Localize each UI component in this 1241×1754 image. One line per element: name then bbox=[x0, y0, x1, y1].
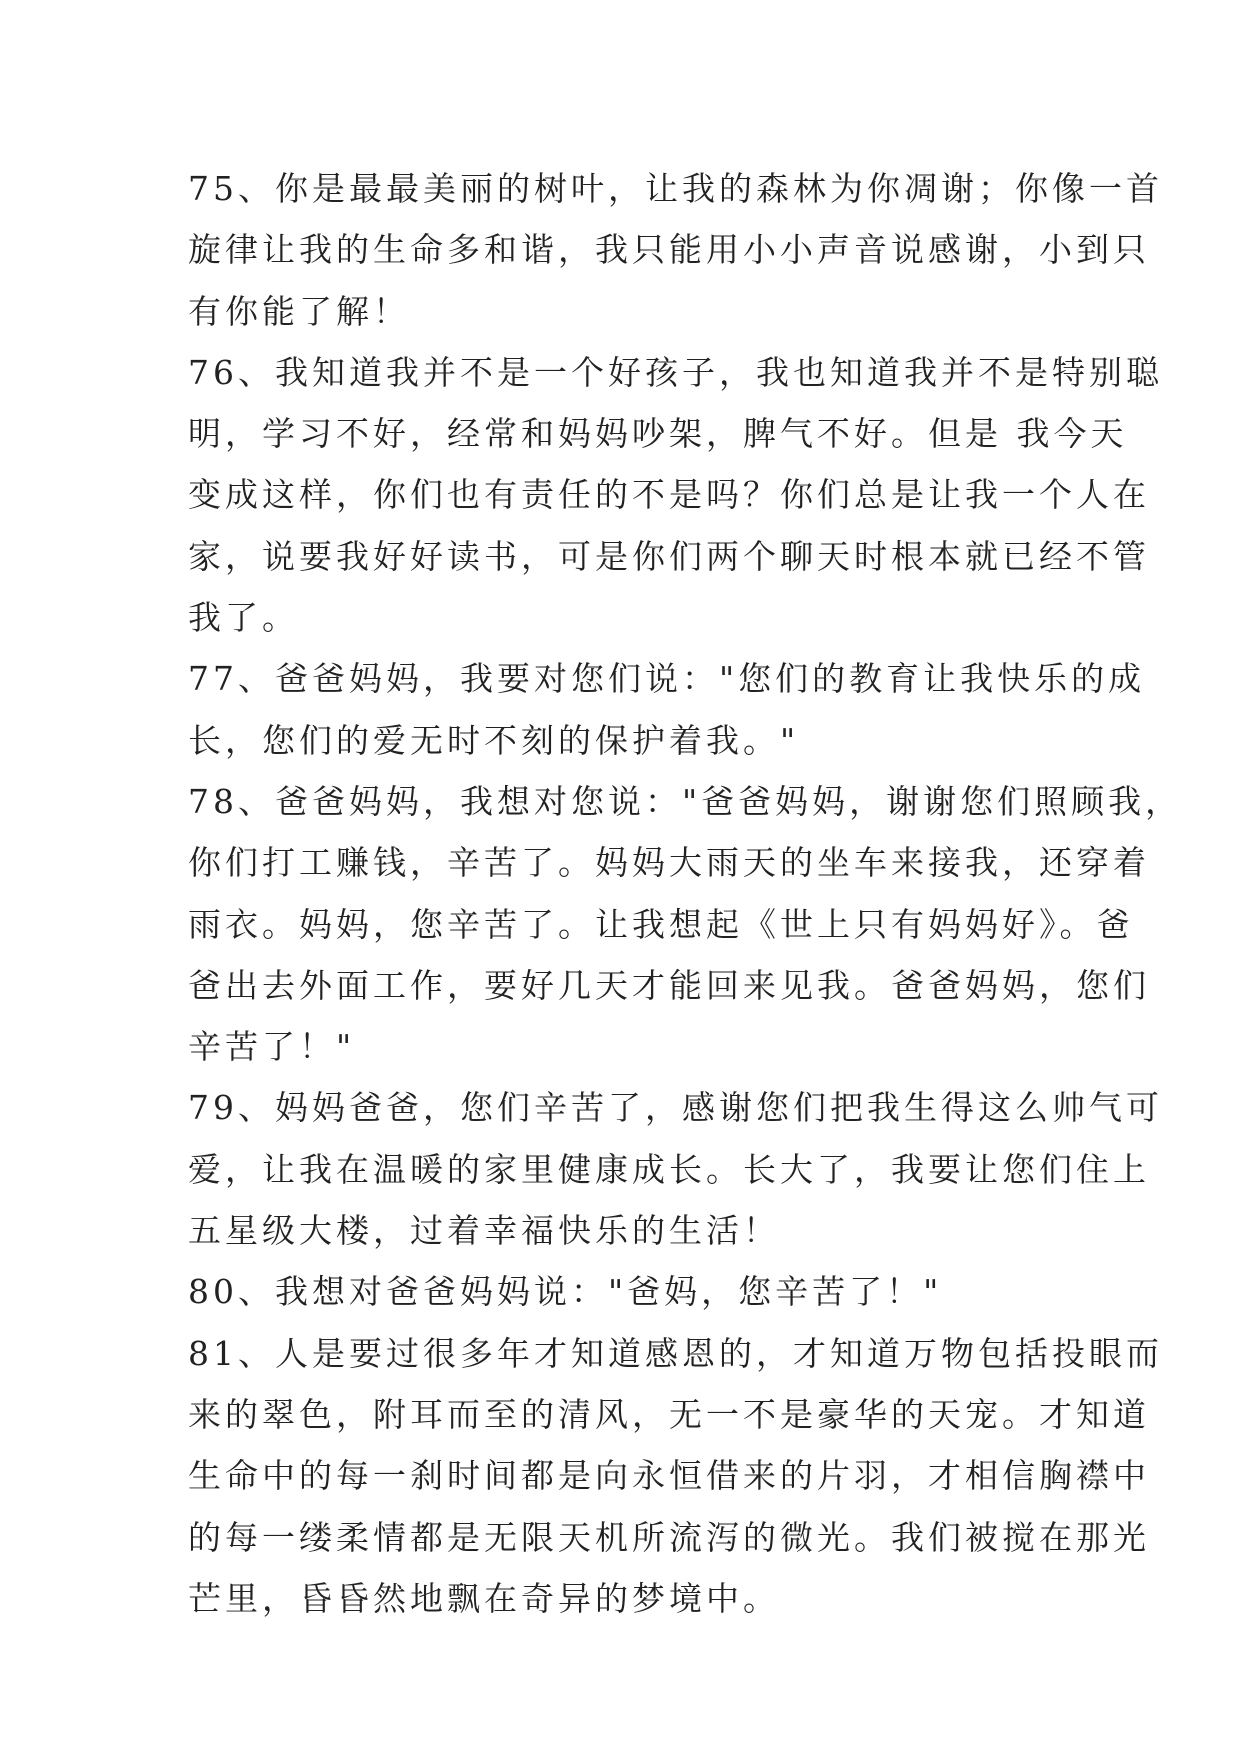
text-line: 爱，让我在温暖的家里健康成长。长大了，我要让您们住上 bbox=[188, 1149, 1150, 1189]
text-line: 80、我想对爸爸妈妈说："爸妈，您辛苦了！" bbox=[188, 1272, 943, 1312]
text-line: 79、妈妈爸爸，您们辛苦了，感谢您们把我生得这么帅气可 bbox=[188, 1088, 1163, 1128]
text-line: 旋律让我的生命多和谐，我只能用小小声音说感谢，小到只 bbox=[188, 230, 1150, 270]
text-line: 来的翠色，附耳而至的清风，无一不是豪华的天宠。才知道 bbox=[188, 1394, 1150, 1434]
text-line: 81、人是要过很多年才知道感恩的，才知道万物包括投眼而 bbox=[188, 1333, 1163, 1373]
text-line: 长，您们的爱无时不刻的保护着我。" bbox=[188, 720, 800, 760]
text-line: 家，说要我好好读书，可是你们两个聊天时根本就已经不管 bbox=[188, 536, 1150, 576]
text-line: 生命中的每一刹时间都是向永恒借来的片羽，才相信胸襟中 bbox=[188, 1456, 1150, 1496]
text-line: 我了。 bbox=[188, 598, 299, 638]
text-line: 的每一缕柔情都是无限天机所流泻的微光。我们被搅在那光 bbox=[188, 1517, 1150, 1557]
text-line: 77、爸爸妈妈，我要对您们说："您们的教育让我快乐的成 bbox=[188, 659, 1146, 699]
text-line: 75、你是最最美丽的树叶，让我的森林为你凋谢；你像一首 bbox=[188, 169, 1163, 208]
text-line: 变成这样，你们也有责任的不是吗？你们总是让我一个人在 bbox=[188, 475, 1150, 515]
text-line: 有你能了解！ bbox=[188, 291, 410, 331]
text-line: 78、爸爸妈妈，我想对您说："爸爸妈妈，谢谢您们照顾我， bbox=[188, 781, 1183, 821]
text-line: 爸出去外面工作，要好几天才能回来见我。爸爸妈妈，您们 bbox=[188, 965, 1150, 1005]
text-line: 明，学习不好，经常和妈妈吵架，脾气不好。但是 我今天 bbox=[188, 414, 1128, 454]
document-body bbox=[188, 158, 1183, 1629]
text-line: 雨衣。妈妈，您辛苦了。让我想起《世上只有妈妈好》。爸 bbox=[188, 904, 1134, 944]
text-line: 你们打工赚钱，辛苦了。妈妈大雨天的坐车来接我，还穿着 bbox=[188, 843, 1150, 883]
text-line: 芒里，昏昏然地飘在奇异的梦境中。 bbox=[188, 1578, 780, 1618]
text-line: 76、我知道我并不是一个好孩子，我也知道我并不是特别聪 bbox=[188, 352, 1163, 392]
text-line: 五星级大楼，过着幸福快乐的生活！ bbox=[188, 1211, 780, 1251]
text-line: 辛苦了！" bbox=[188, 1027, 356, 1067]
